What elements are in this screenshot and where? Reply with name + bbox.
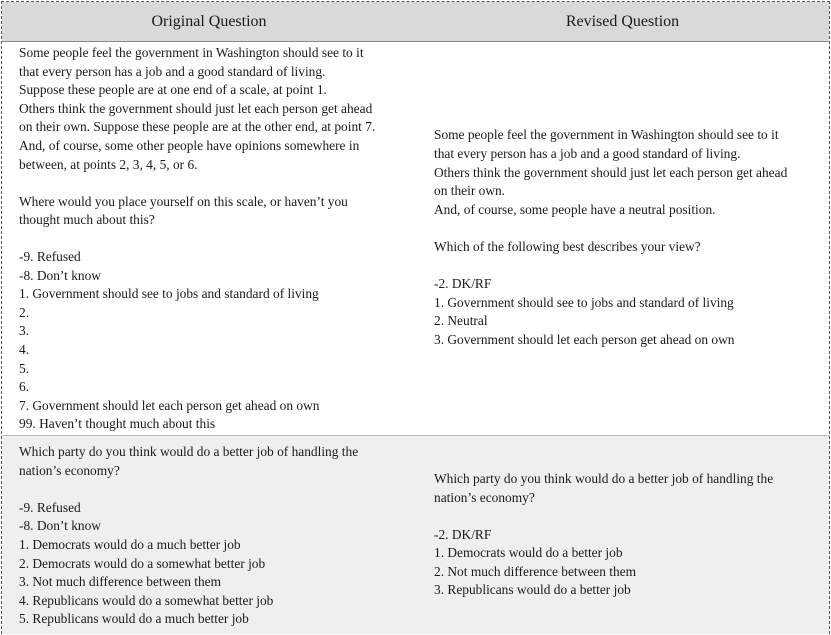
cell-revised-jobs bbox=[416, 42, 829, 434]
option-item: -8. Don’t know bbox=[19, 518, 101, 534]
option-item: -2. DK/RF bbox=[434, 276, 492, 292]
option-item: -8. Don’t know bbox=[19, 267, 101, 283]
option-item: 99. Haven’t thought much about this bbox=[19, 416, 216, 432]
stem-line: Others think the government should just let each person get ahead bbox=[19, 100, 373, 116]
stem-line: Suppose these people are at one end of a scale, at point 1. bbox=[19, 82, 327, 98]
stem-line: And, of course, some people have a neutral position. bbox=[434, 201, 716, 217]
option-item: 2. bbox=[19, 304, 30, 320]
question-line: Where would you place yourself on this scale, or haven’t you bbox=[19, 193, 348, 209]
question-line: nation’s economy? bbox=[434, 489, 535, 505]
question-line: Which party do you think would do a better job of handling the bbox=[19, 444, 359, 459]
stem-line: on their own. bbox=[434, 183, 506, 199]
option-item: 4. Republicans would do a somewhat better job bbox=[19, 592, 274, 608]
header-revised-question: Revised Question bbox=[565, 13, 680, 30]
option-item: 6. bbox=[19, 379, 30, 395]
option-item: 3. bbox=[19, 323, 30, 339]
question-line: Which party do you think would do a better job of handling the bbox=[434, 470, 774, 486]
option-item: -2. DK/RF bbox=[434, 526, 492, 542]
cell-original-jobs bbox=[2, 42, 416, 434]
cell-original-economy bbox=[2, 436, 416, 634]
stem-line: Others think the government should just let each person get ahead bbox=[434, 164, 788, 180]
table-header bbox=[2, 2, 829, 42]
stem-line: that every person has a job and a good standard of living. bbox=[19, 63, 326, 79]
option-item: 7. Government should let each person get ahead on own bbox=[19, 397, 320, 413]
stem-line: Some people feel the government in Washington should see to it bbox=[19, 45, 364, 60]
comparison-table bbox=[1, 1, 830, 634]
option-item: 5. Republicans would do a much better job bbox=[19, 611, 249, 627]
option-item: 4. bbox=[19, 342, 30, 358]
table-row-jobs bbox=[2, 42, 829, 434]
option-item: -9. Refused bbox=[19, 499, 81, 515]
stem-line: that every person has a job and a good standard of living. bbox=[434, 146, 741, 162]
option-item: 3. Not much difference between them bbox=[19, 574, 222, 590]
option-item: 2. Neutral bbox=[434, 313, 488, 329]
question-line: Which of the following best describes your view? bbox=[434, 239, 701, 254]
option-item: 1. Government should see to jobs and standard of living bbox=[19, 286, 319, 302]
option-item: 1. Democrats would do a better job bbox=[434, 545, 623, 561]
question-line: thought much about this? bbox=[19, 212, 155, 228]
stem-line: Some people feel the government in Washington should see to it bbox=[434, 127, 779, 143]
header-original-question: Original Question bbox=[151, 13, 267, 30]
stem-line: And, of course, some other people have opinions somewhere in bbox=[19, 137, 360, 153]
option-item: 5. bbox=[19, 360, 30, 376]
stem-line: between, at points 2, 3, 4, 5, or 6. bbox=[19, 156, 198, 172]
option-item: 3. Republicans would do a better job bbox=[434, 582, 631, 598]
option-item: 1. Democrats would do a much better job bbox=[19, 536, 241, 552]
option-item: -9. Refused bbox=[19, 249, 81, 265]
cell-revised-economy bbox=[416, 436, 829, 634]
option-item: 2. Not much difference between them bbox=[434, 563, 637, 579]
table-row-economy bbox=[2, 435, 829, 634]
question-line: nation’s economy? bbox=[19, 462, 120, 478]
option-item: 2. Democrats would do a somewhat better job bbox=[19, 555, 266, 571]
option-item: 1. Government should see to jobs and standard of living bbox=[434, 294, 734, 310]
stem-line: on their own. Suppose these people are at the other end, at point 7. bbox=[19, 119, 376, 135]
option-item: 3. Government should let each person get ahead on own bbox=[434, 331, 735, 347]
